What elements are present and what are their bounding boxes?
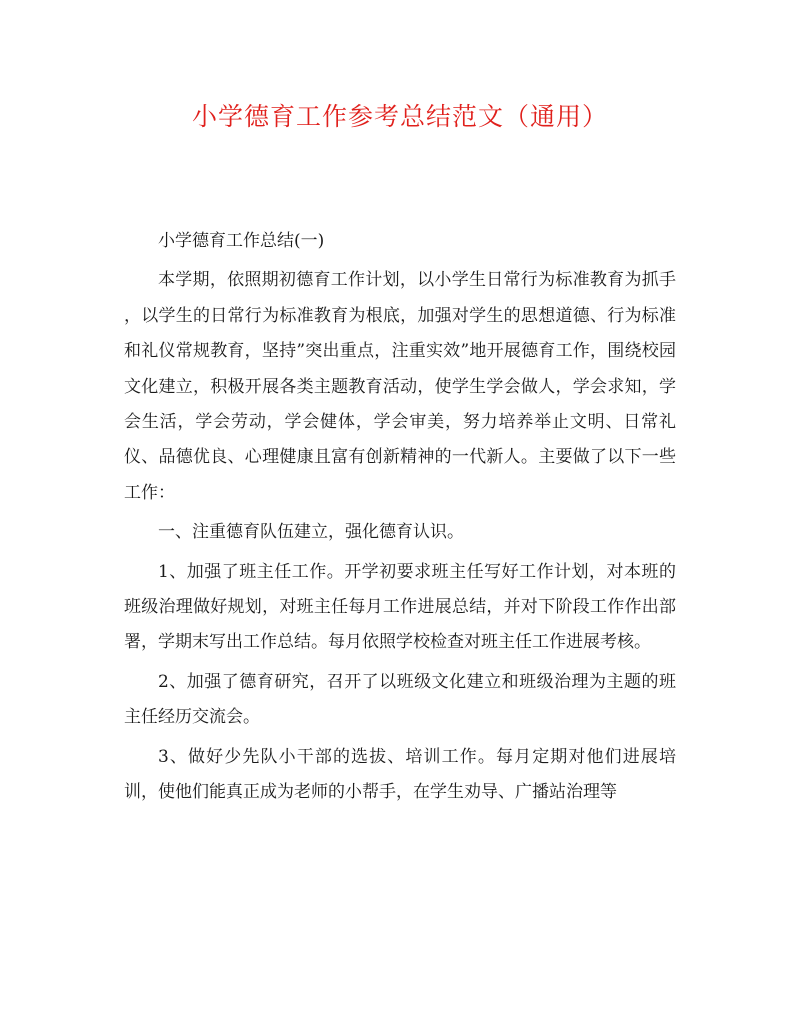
paragraph: 2、加强了德育研究，召开了以班级文化建立和班级治理为主题的班主任经历交流会。	[124, 671, 676, 728]
document-body	[124, 224, 676, 811]
document-title: 小学德育工作参考总结范文（通用）	[191, 102, 608, 131]
section-heading: 一、注重德育队伍建立，强化德育认识。	[158, 522, 464, 543]
section-heading: 小学德育工作总结(一)	[158, 231, 325, 251]
paragraph: 本学期，依照期初德育工作计划，以小学生日常行为标准教育为抓手 ，以学生的日常行为标准教育为根底，加强对学生的思想道德、行为标准和礼仪常规教育，坚持”突出重点，注重实效”地开展德育工作，围绕校园文化建立，积极开展各类主题教育活动，使学生学会做人，学会求知，学会生活，学会劳动，学会健体，学会审美，努力培养举止文明、日常礼仪、品德优良、心理健康且富有创新精神的一代新人。主要做了以下一些工作：	[124, 270, 676, 503]
paragraph: 3、做好少先队小干部的选拔、培训工作。每月定期对他们进展培训，使他们能真正成为老师的小帮手，在学生劝导、广播站治理等	[124, 746, 676, 803]
paragraph: 1、加强了班主任工作。开学初要求班主任写好工作计划，对本班的班级治理做好规划，对班主任每月工作进展总结，并对下阶段工作作出部署，学期末写出工作总结。每月依照学校检查对班主任工作进展考核。	[124, 561, 676, 653]
